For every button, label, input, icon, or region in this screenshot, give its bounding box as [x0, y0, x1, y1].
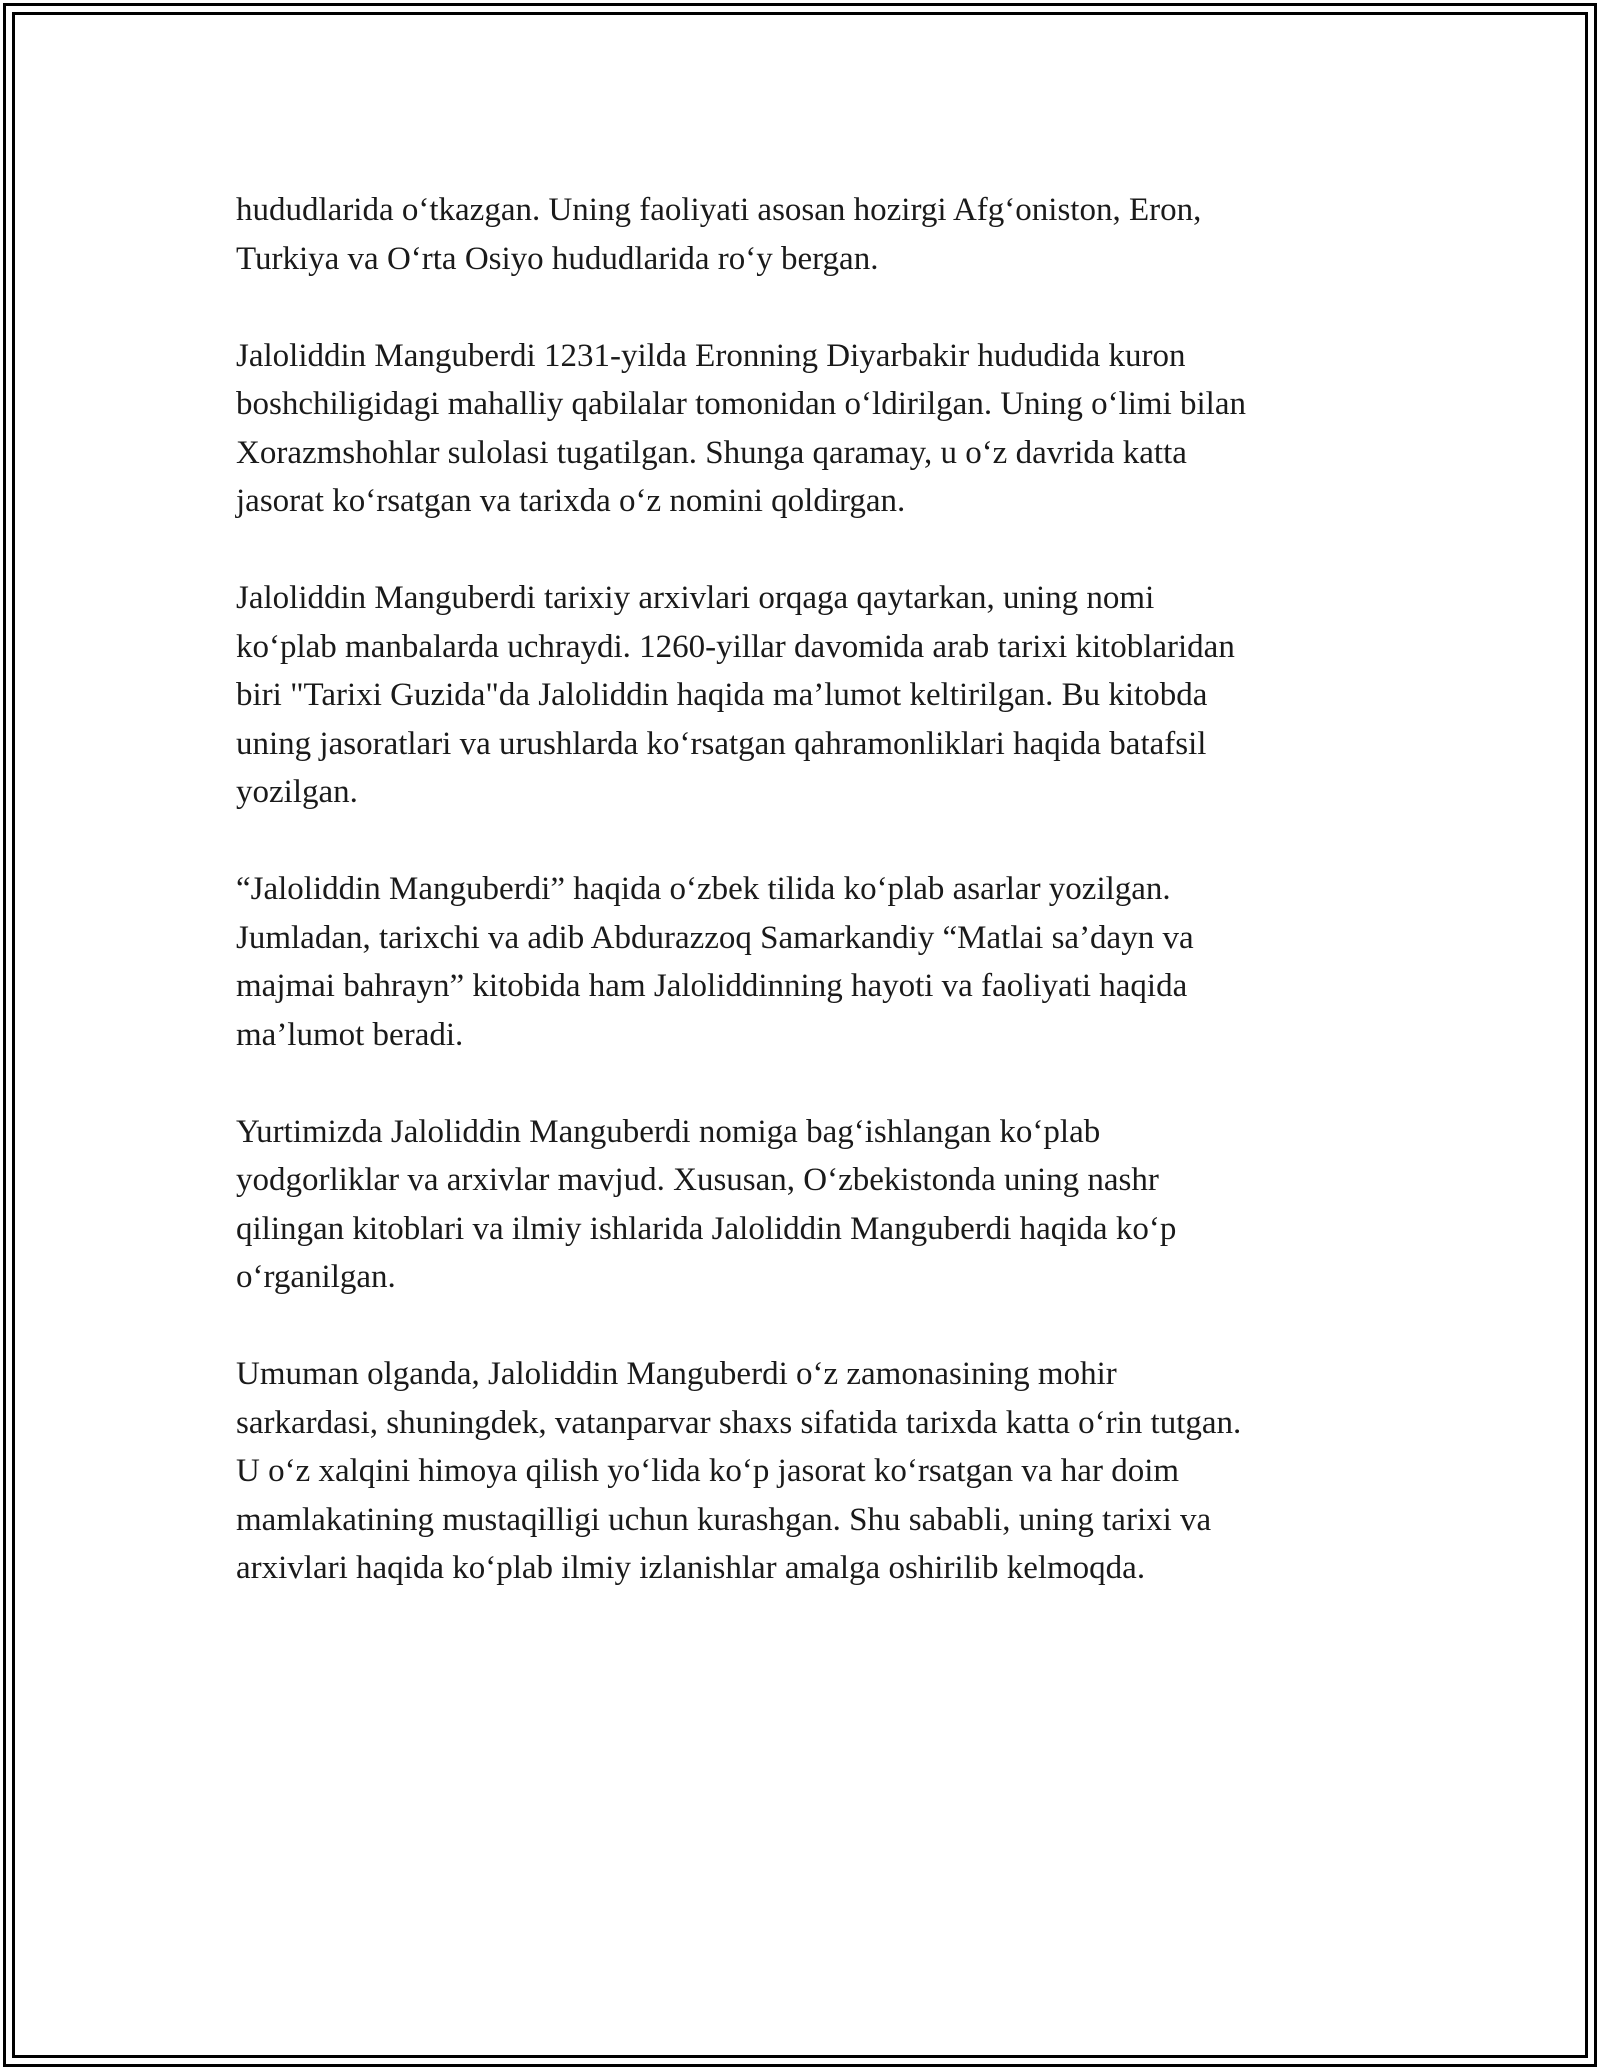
paragraph-1: hududlarida o‘tkazgan. Uning faoliyati asosan hozirgi Afg‘oniston, Eron, Turkiya va O‘rta Osiyo hududlarida ro‘y bergan.: [236, 192, 1202, 277]
paragraph-4: “Jaloliddin Manguberdi” haqida o‘zbek tilida ko‘plab asarlar yozilgan. Jumladan, tarixchi va adib Abdurazzoq Samarkandiy “Matlai sa’dayn va majmai bahrayn” kitobida ham Jaloliddinning hayoti va faoliyati haqida ma’lumot beradi.: [236, 871, 1194, 1053]
paragraph-3: Jaloliddin Manguberdi tarixiy arxivlari orqaga qaytarkan, uning nomi ko‘plab manbalarda uchraydi. 1260-yillar davomida arab tarixi kitoblaridan biri "Tarixi Guzida"da Jaloliddin haqida ma’lumot keltirilgan. Bu kitobda uning jasoratlari va urushlarda ko‘rsatgan qahramonliklari haqida batafsil yozilgan.: [236, 580, 1235, 810]
paragraph-6: Umuman olganda, Jaloliddin Manguberdi o‘z zamonasining mohir sarkardasi, shuningdek, vatanparvar shaxs sifatida tarixda katta o‘rin tutgan. U o‘z xalqini himoya qilish yo‘lida ko‘p jasorat ko‘rsatgan va har doim mamlakatining mustaqilligi uchun kurashgan. Shu sababli, uning tarixi va arxivlari haqida ko‘plab ilmiy izlanishlar amalga oshirilib kelmoqda.: [236, 1356, 1242, 1586]
paragraph-2: Jaloliddin Manguberdi 1231-yilda Eronning Diyarbakir hududida kuron boshchiligidagi mahalliy qabilalar tomonidan o‘ldirilgan. Uning o‘limi bilan Xorazmshohlar sulolasi tugatilgan. Shunga qaramay, u o‘z davrida katta jasorat ko‘rsatgan va tarixda o‘z nomini qoldirgan.: [236, 337, 1246, 519]
paragraph-5: Yurtimizda Jaloliddin Manguberdi nomiga bag‘ishlangan ko‘plab yodgorliklar va arxivlar mavjud. Xususan, O‘zbekistonda uning nashr qilingan kitoblari va ilmiy ishlarida Jaloliddin Manguberdi haqida ko‘p o‘rganilgan.: [236, 1113, 1177, 1295]
document-body: [236, 186, 1376, 1641]
